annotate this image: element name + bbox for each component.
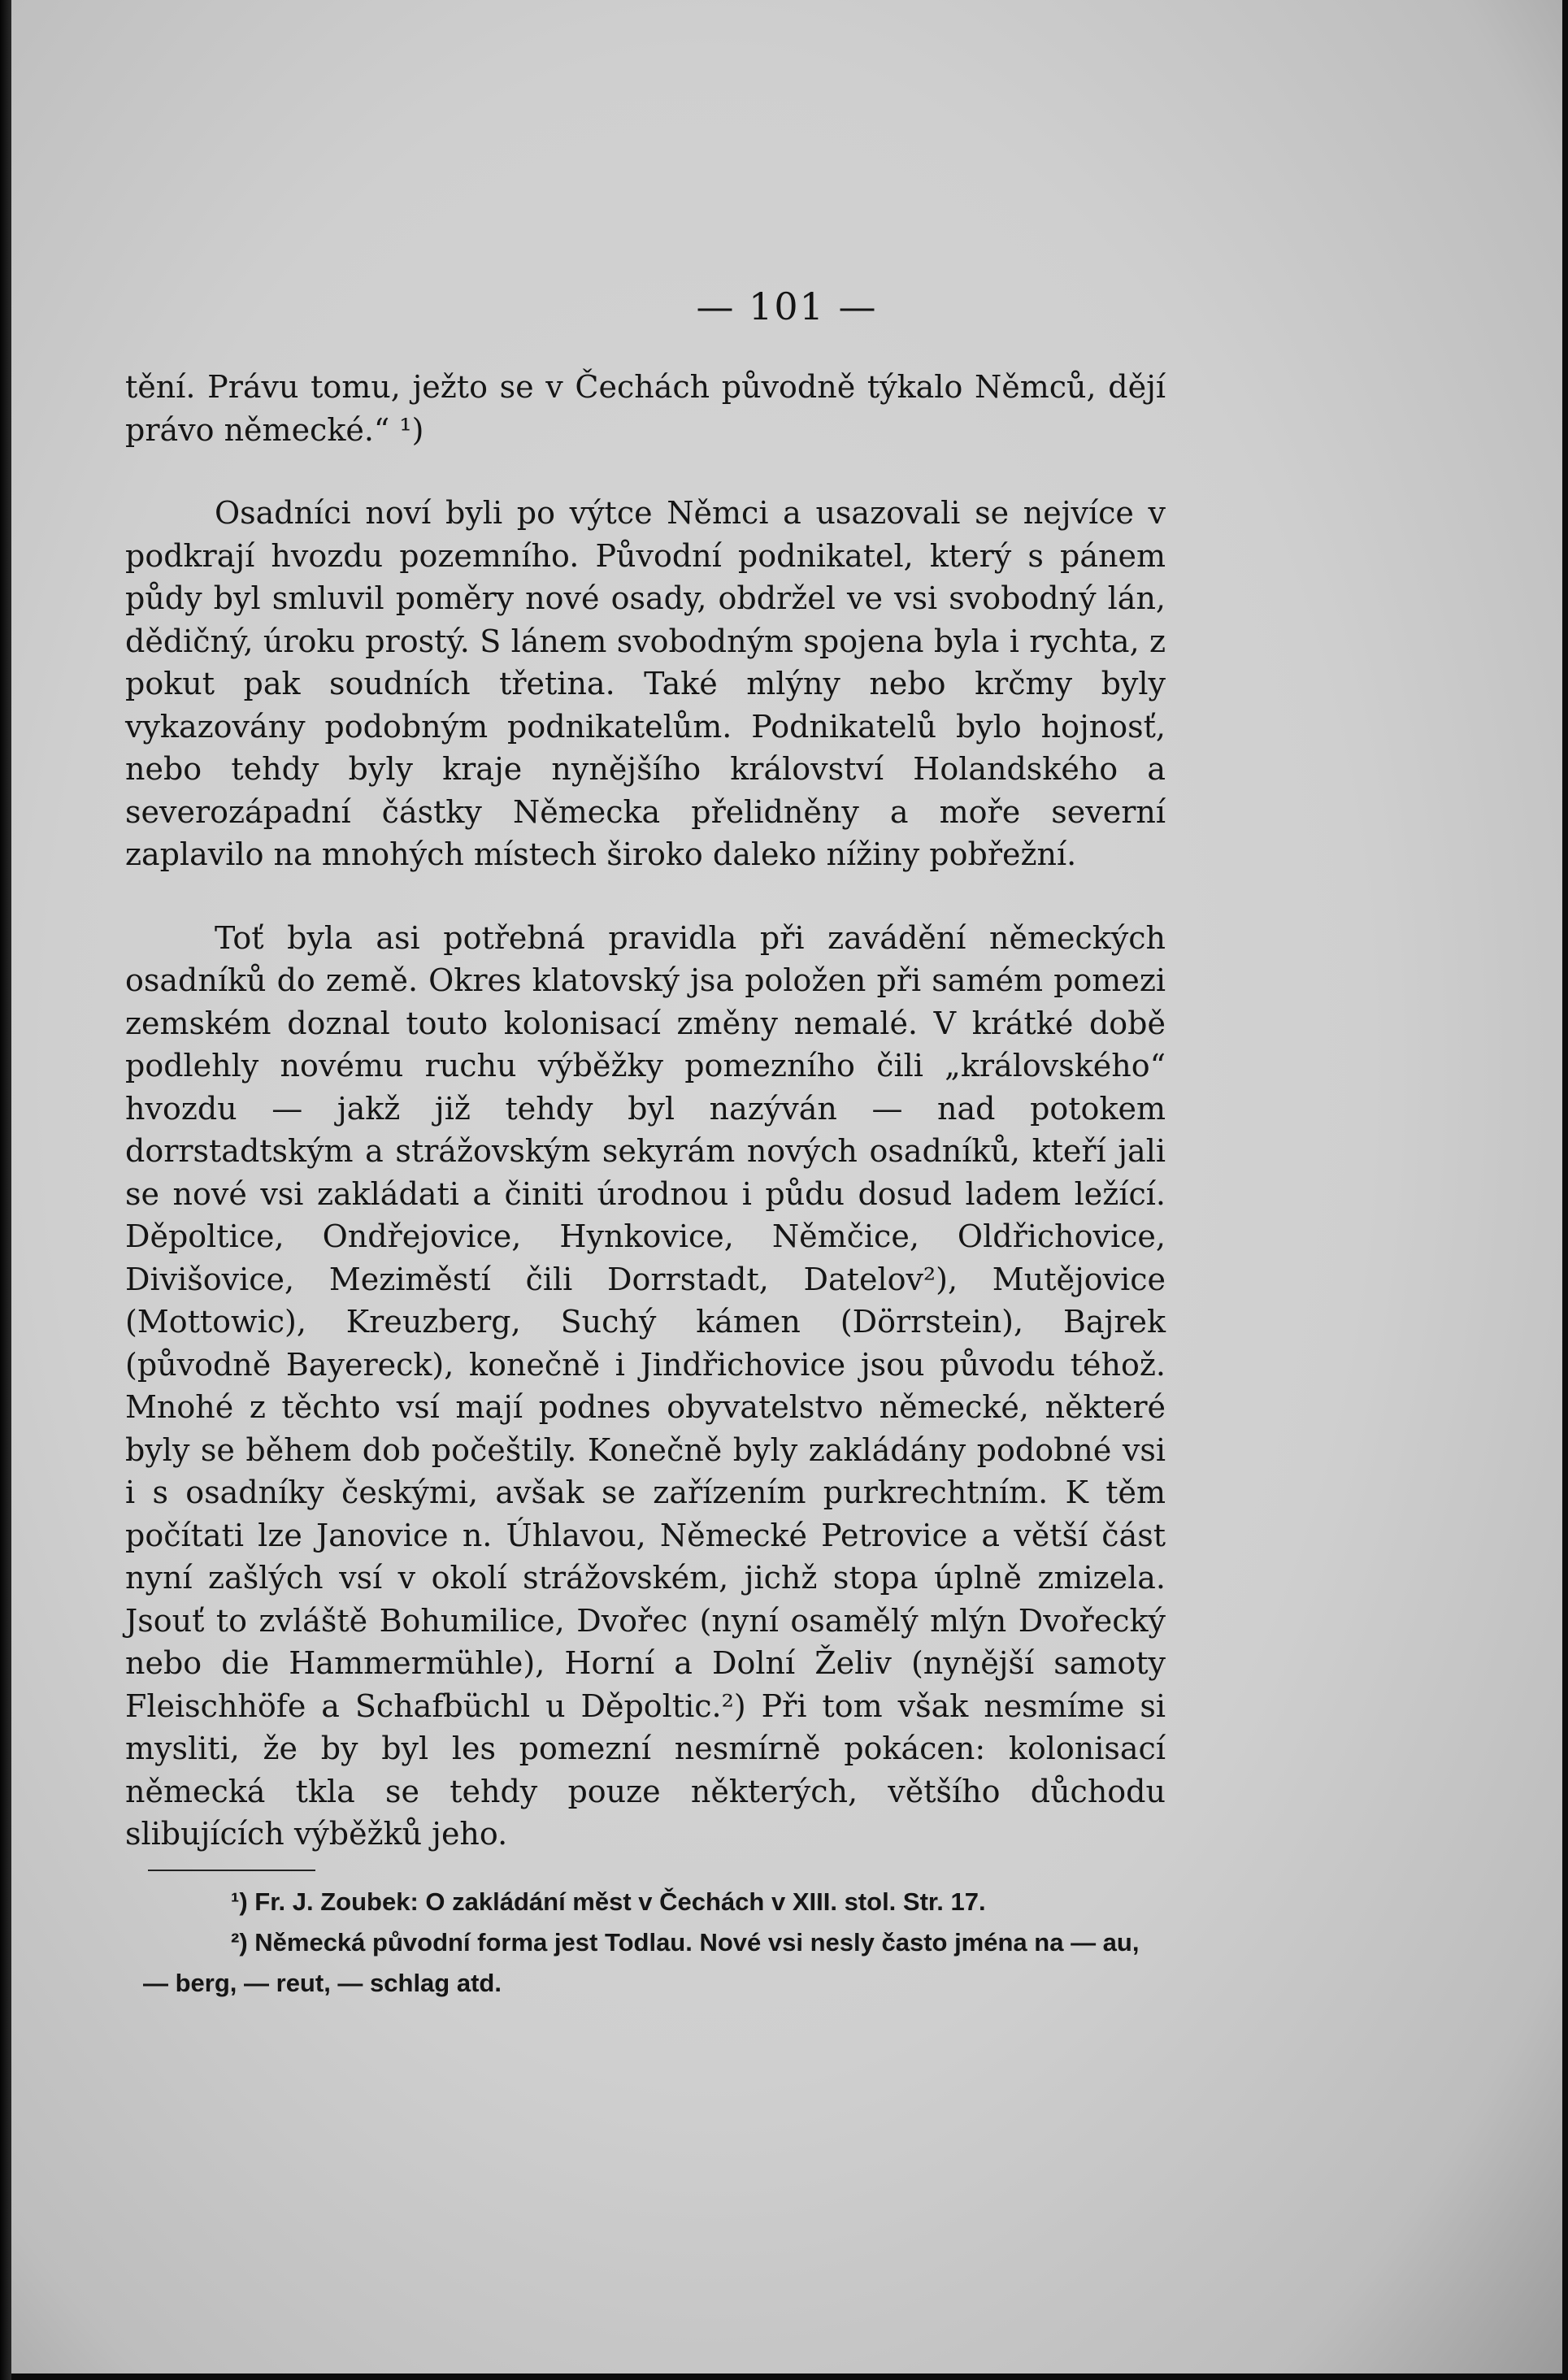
footnote-1: ¹) Fr. J. Zoubek: O zakládání měst v Čechách v XIII. stol. Str. 17. (231, 1887, 986, 1916)
paragraph-colonisation: Toť byla asi potřebná pravidla při zavádění německých osadníků do země. Okres klatovský jsa položen při samém pomezi zemském doznal touto kolonisací změny nemalé. V krátké době podlehly novému ruchu výběžky pomezního čili „královského“ hvozdu — jakž již tehdy byl nazýván — nad potokem dorrstadtským a strážovským sekyrám nových osadníků, kteří jali se nové vsi zakládati a činiti úrodnou i půdu dosud ladem ležící. Děpoltice, Ondřejovice, Hynkovice, Němčice, Oldřichovice, Divišovice, Meziměstí čili Dorrstadt, Datelov²), Mutějovice (Mottowic), Kreuzberg, Suchý kámen (Dörrstein), Bajrek (původně Bayereck), konečně i Jindřichovice jsou původu téhož. Mnohé z těchto vsí mají podnes obyvatelstvo německé, některé byly se během dob počeštily. Konečně byly zakládány podobné vsi i s osadníky českými, avšak se zařízením purkrechtním. K těm počítati lze Janovice n. Úhlavou, Německé Petrovice a větší část nyní zašlých vsí v okolí strážovském, jichž stopa úplně zmizela. Jsouť to zvláště Bohumilice, Dvořec (nyní osamělý mlýn Dvořecký nebo die Hammermühle), Horní a Dolní Želiv (nynější samoty Fleischhöfe a Schafbüchl u Děpoltic.²) Při tom však nesmíme si mysliti, že by byl les pomezní nesmírně pokácen: kolonisací německá tkla se tehdy pouze některých, většího důchodu slibujících výběžků jeho. (125, 919, 1166, 1852)
footnotes (143, 1882, 1166, 2004)
scan-left-edge (0, 0, 11, 2380)
footnote-2: ²) Německá původní forma jest Todlau. Nové vsi nesly často jména na — au, — berg, — reut, — schlag atd. (143, 1928, 1140, 1997)
paragraph-settlers: Osadníci noví byli po výtce Němci a usazovali se nejvíce v podkrají hvozdu pozemního. Původní podnikatel, který s pánem půdy byl smluvil poměry nové osady, obdržel ve vsi svobodný lán, dědičný, úroku prostý. S lánem svobodným spojena byla i rychta, z pokut pak soudních třetina. Také mlýny nebo krčmy byly vykazovány podobným podnikatelům. Podnikatelů bylo hojnosť, nebo tehdy byly kraje nynějšího království Holandského a severozápadní částky Německa přelidněny a moře severní zaplavilo na mnohých místech široko daleko nížiny pobřežní. (125, 495, 1166, 872)
body-text (125, 366, 1166, 1856)
paragraph-continuation: tění. Právu tomu, ježto se v Čechách původně týkalo Němců, dějí právo německé.“ ¹) (125, 369, 1166, 448)
book-page (11, 0, 1562, 2373)
footnote-separator (148, 1870, 315, 1871)
page-number: — 101 — (696, 284, 878, 328)
